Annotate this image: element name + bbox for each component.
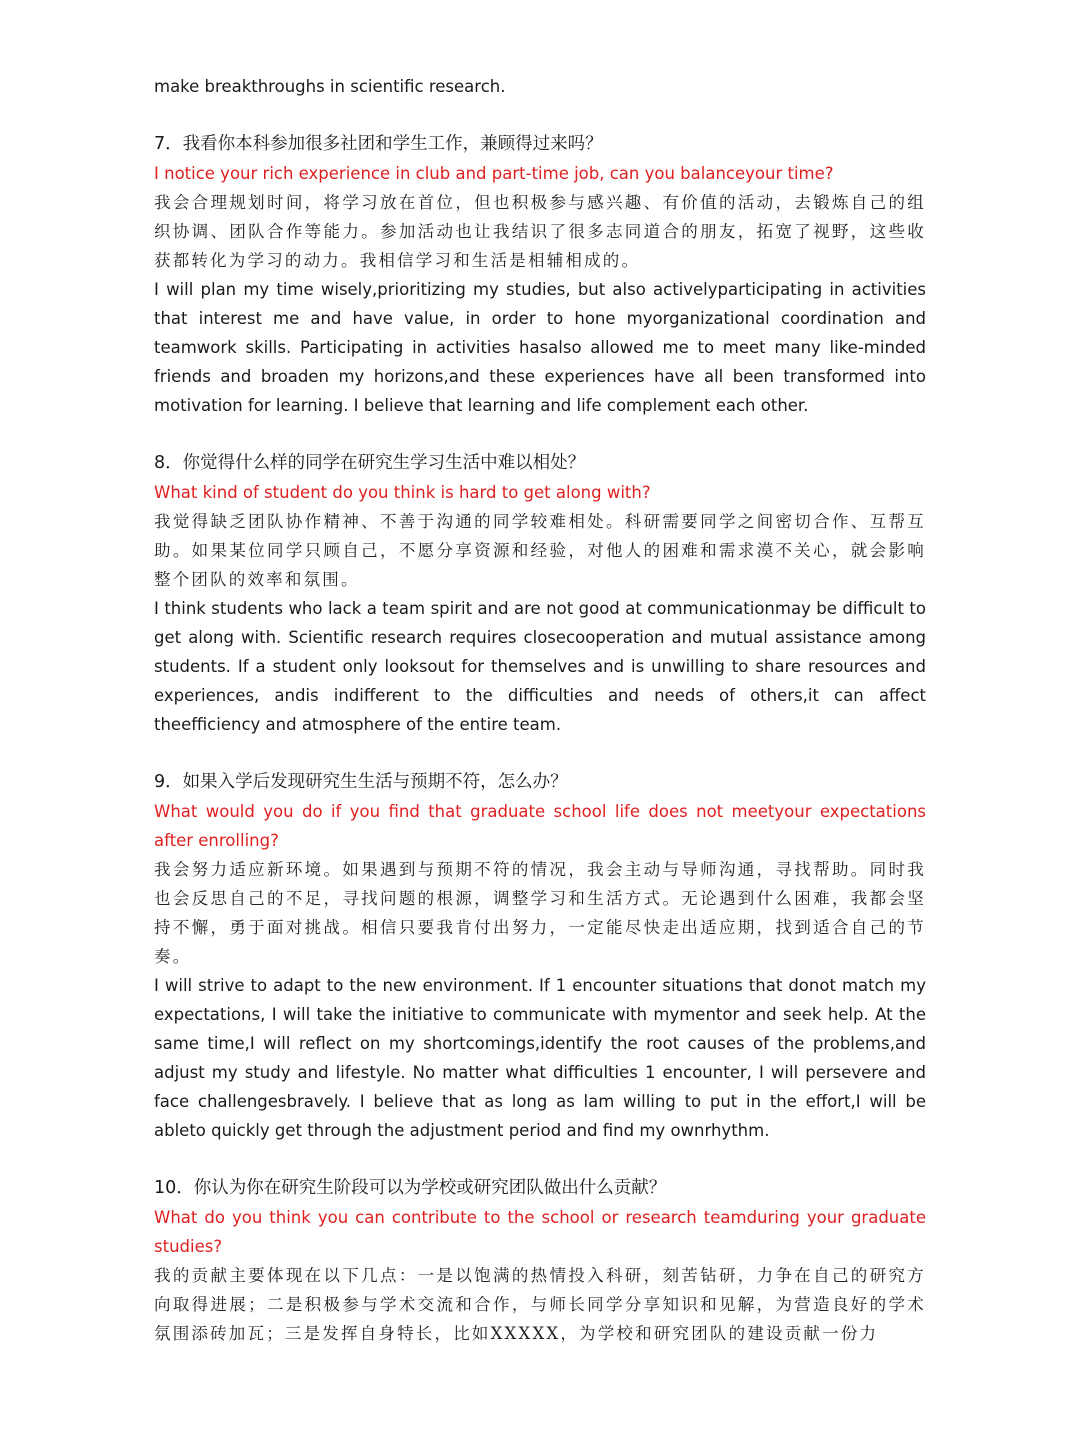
question-en: What would you do if you find that graduate school life does not meetyour expectations after enrolling? [154, 802, 926, 850]
answer-zh: 我的贡献主要体现在以下几点：一是以饱满的热情投入科研，刻苦钻研，力争在自己的研究方向取得进展；二是积极参与学术交流和合作，与师长同学分享知识和见解，为营造良好的学术氛围添砖加瓦；三是发挥自身特长，比如XXXXX，为学校和研究团队的建设贡献一份力 [154, 1266, 926, 1343]
answer-en: I think students who lack a team spirit and are not good at communicationmay be difficult to get along with. Scientific research requires closecooperation and mutual assistance among students. If a student only looksout for themselves and is unwilling to share resources and experiences, andis indifferent to the difficulties and needs of others,it can affect theefficiency and atmosphere of the entire team. [154, 599, 926, 734]
intro-text: make breakthroughs in scientific research. [154, 77, 506, 96]
qa-item-9 [154, 767, 926, 1145]
question-zh: 7．我看你本科参加很多社团和学生工作，兼顾得过来吗？ [154, 134, 603, 154]
question-en: I notice your rich experience in club and part-time job, can you balanceyour time? [154, 164, 834, 183]
qa-item-8 [154, 448, 926, 739]
qa-item-7 [154, 129, 926, 420]
answer-en: I will plan my time wisely,prioritizing my studies, but also activelyparticipating in activities that interest me and have value, in order to hone myorganizational coordination and teamwork skills. Participating in activities hasalso allowed me to meet many like-minded friends and broaden my horizons,and these experiences have all been transformed into motivation for learning. I believe that learning and life complement each other. [154, 280, 926, 415]
question-en: What kind of student do you think is hard to get along with? [154, 483, 651, 502]
document-page [154, 72, 926, 1376]
qa-item-10 [154, 1173, 926, 1348]
answer-zh: 我会努力适应新环境。如果遇到与预期不符的情况，我会主动与导师沟通，寻找帮助。同时我也会反思自己的不足，寻找问题的根源，调整学习和生活方式。无论遇到什么困难，我都会坚持不懈，勇于面对挑战。相信只要我肯付出努力，一定能尽快走出适应期，找到适合自己的节奏。 [154, 860, 926, 966]
answer-zh: 我觉得缺乏团队协作精神、不善于沟通的同学较难相处。科研需要同学之间密切合作、互帮互助。如果某位同学只顾自己，不愿分享资源和经验，对他人的困难和需求漠不关心，就会影响整个团队的效率和氛围。 [154, 512, 926, 589]
question-en: What do you think you can contribute to the school or research teamduring your graduate studies? [154, 1208, 926, 1256]
answer-en: I will strive to adapt to the new environment. If 1 encounter situations that donot match my expectations, I will take the initiative to communicate with mymentor and seek help. At the same time,I will reflect on my shortcomings,identify the root causes of the problems,and adjust my study and lifestyle. No matter what difficulties 1 encounter, I will persevere and face challengesbravely. I believe that as long as lam willing to put in the effort,I will be ableto quickly get through the adjustment period and find my ownrhythm. [154, 976, 926, 1140]
answer-zh: 我会合理规划时间，将学习放在首位，但也积极参与感兴趣、有价值的活动，去锻炼自己的组织协调、团队合作等能力。参加活动也让我结识了很多志同道合的朋友，拓宽了视野，这些收获都转化为学习的动力。我相信学习和生活是相辅相成的。 [154, 193, 926, 270]
question-zh: 10．你认为你在研究生阶段可以为学校或研究团队做出什么贡献？ [154, 1178, 667, 1198]
question-zh: 9．如果入学后发现研究生生活与预期不符，怎么办？ [154, 772, 568, 792]
question-zh: 8．你觉得什么样的同学在研究生学习生活中难以相处？ [154, 453, 586, 473]
